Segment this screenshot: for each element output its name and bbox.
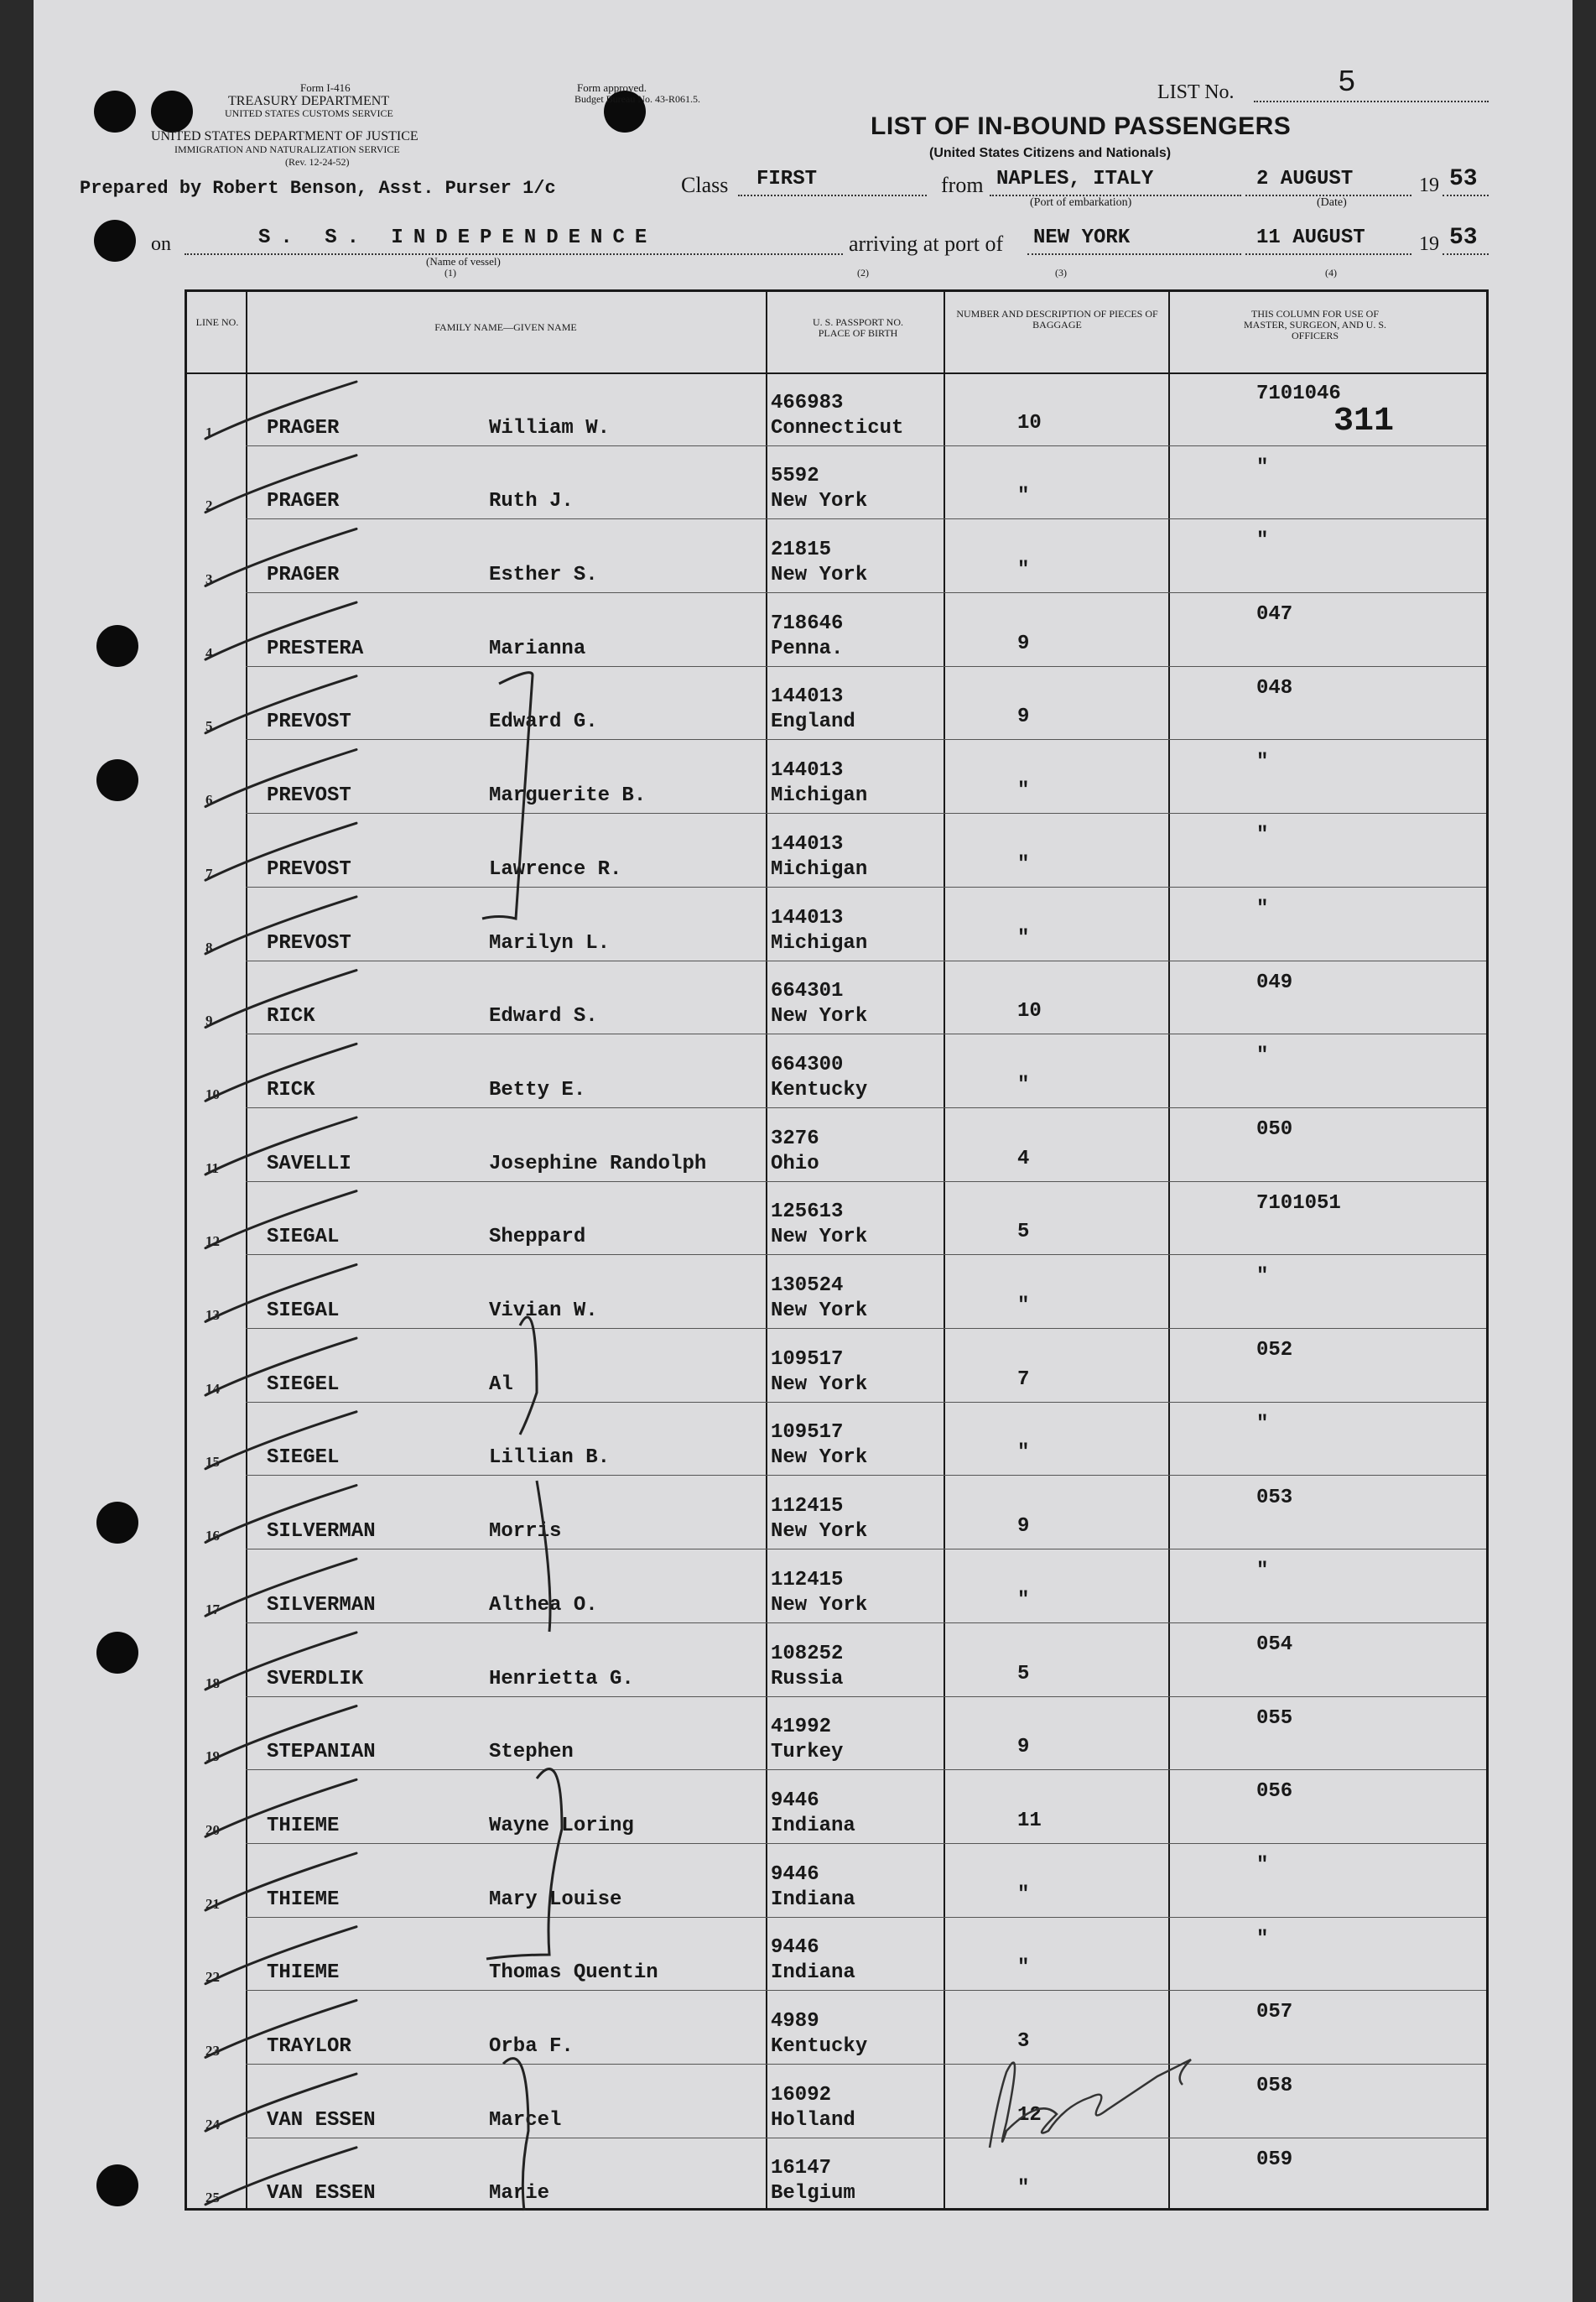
family-name: PRAGER	[267, 490, 340, 513]
family-name: PRAGER	[267, 416, 340, 440]
baggage-count: "	[1017, 852, 1030, 876]
form-number: Form I-416	[300, 81, 351, 94]
class-value: FIRST	[756, 168, 818, 190]
table-row	[187, 1182, 1486, 1256]
table-row	[187, 1403, 1486, 1477]
place-of-birth: New York	[771, 490, 868, 513]
departure-date: 2 AUGUST	[1256, 168, 1354, 190]
baggage-count: "	[1017, 1956, 1030, 1980]
punch-hole	[96, 2164, 138, 2206]
punch-hole	[94, 91, 136, 133]
line-number: 9	[205, 1013, 213, 1029]
given-name: Marcel	[489, 2108, 562, 2132]
passport-number: 4989	[771, 2010, 819, 2034]
place-of-birth: New York	[771, 1226, 868, 1249]
officer-number: 7101046	[1256, 383, 1341, 405]
officer-number: 059	[1256, 2148, 1293, 2171]
place-of-birth: New York	[771, 1520, 868, 1544]
officer-number: "	[1256, 1854, 1269, 1877]
baggage-count: "	[1017, 1441, 1030, 1465]
port-embarkation-caption: (Port of embarkation)	[1030, 196, 1132, 209]
table-row	[187, 1623, 1486, 1697]
budget-bureau: Budget Bureau No. 43-R061.5.	[574, 93, 700, 105]
given-name: Ruth J.	[489, 490, 574, 513]
baggage-count: "	[1017, 1294, 1030, 1318]
baggage-count: 9	[1017, 706, 1030, 729]
line-number: 16	[205, 1528, 220, 1544]
given-name: Marguerite B.	[489, 784, 647, 808]
officer-number: "	[1256, 1265, 1269, 1289]
family-name: THIEME	[267, 1961, 340, 1985]
family-name: SAVELLI	[267, 1152, 351, 1175]
officer-number: 052	[1256, 1339, 1293, 1362]
arrival-year-line	[1443, 253, 1489, 255]
passport-number: 144013	[771, 906, 844, 930]
col4-caption: (4)	[1325, 267, 1337, 279]
family-name: SILVERMAN	[267, 1520, 376, 1544]
given-name: Wayne Loring	[489, 1814, 634, 1837]
arrival-date: 11 AUGUST	[1256, 227, 1365, 249]
passport-number: 664301	[771, 980, 844, 1003]
place-of-birth: New York	[771, 1593, 868, 1617]
punch-hole	[96, 1632, 138, 1674]
table-row	[187, 1108, 1486, 1182]
table-row	[187, 519, 1486, 593]
given-name: Marie	[489, 2182, 550, 2206]
family-name: RICK	[267, 1078, 315, 1102]
line-number: 1	[205, 424, 213, 440]
table-row	[187, 1991, 1486, 2065]
col3-caption: (3)	[1055, 267, 1067, 279]
departure-year: 53	[1449, 166, 1478, 192]
family-name: PRESTERA	[267, 637, 364, 660]
vessel-caption: (Name of vessel)	[426, 255, 501, 268]
officer-number: 7101051	[1256, 1191, 1341, 1215]
passport-number: 16147	[771, 2157, 832, 2180]
class-label: Class	[681, 173, 729, 197]
given-name: Al	[489, 1372, 513, 1396]
table-row	[187, 888, 1486, 961]
place-of-birth: Turkey	[771, 1741, 844, 1764]
baggage-count: 9	[1017, 632, 1030, 655]
line-number: 18	[205, 1674, 220, 1691]
officer-number: "	[1256, 750, 1269, 773]
family-name: THIEME	[267, 1888, 340, 1911]
place-of-birth: New York	[771, 1299, 868, 1323]
given-name: Henrietta G.	[489, 1667, 634, 1690]
table-row	[187, 1477, 1486, 1550]
passport-number: 144013	[771, 759, 844, 783]
officer-number: 048	[1256, 676, 1293, 700]
page-subtitle: (United States Citizens and Nationals)	[929, 146, 1172, 160]
passport-number: 21815	[771, 539, 832, 562]
officer-number: "	[1256, 824, 1269, 847]
line-number: 8	[205, 939, 213, 956]
line-number: 19	[205, 1748, 220, 1765]
vessel-line	[185, 253, 843, 255]
place-of-birth: Russia	[771, 1667, 844, 1690]
line-number: 12	[205, 1233, 220, 1250]
treasury-dept: TREASURY DEPARTMENT	[228, 94, 390, 108]
given-name: Edward S.	[489, 1005, 598, 1029]
baggage-count: 5	[1017, 1662, 1030, 1685]
baggage-count: 10	[1017, 411, 1042, 435]
arrival-port-line	[1027, 253, 1241, 255]
line-number: 13	[205, 1307, 220, 1324]
arrival-port: NEW YORK	[1033, 227, 1131, 249]
table-row	[187, 446, 1486, 520]
passport-number: 16092	[771, 2083, 832, 2107]
revision-date: (Rev. 12-24-52)	[285, 156, 350, 168]
year-prefix: 19	[1419, 174, 1439, 196]
line-number: 25	[205, 2190, 220, 2206]
officer-number: 053	[1256, 1486, 1293, 1509]
family-name: SIEGEL	[267, 1372, 340, 1396]
line-number: 17	[205, 1601, 220, 1617]
table-row	[187, 1918, 1486, 1992]
line-number: 11	[205, 1159, 220, 1176]
line-number: 4	[205, 644, 213, 661]
officer-number: "	[1256, 1560, 1269, 1583]
given-name: Mary Louise	[489, 1888, 622, 1911]
table-row	[187, 1329, 1486, 1403]
passport-number: 108252	[771, 1642, 844, 1665]
document-page	[34, 0, 1573, 2302]
page-title: LIST OF IN-BOUND PASSENGERS	[871, 112, 1292, 140]
immigration-service: IMMIGRATION AND NATURALIZATION SERVICE	[174, 143, 400, 155]
family-name: VAN ESSEN	[267, 2108, 376, 2132]
form-approved: Form approved.	[577, 81, 647, 94]
officer-number: 047	[1256, 603, 1293, 627]
baggage-count: 9	[1017, 1515, 1030, 1539]
justice-dept: UNITED STATES DEPARTMENT OF JUSTICE	[151, 129, 418, 143]
family-name: SIEGAL	[267, 1226, 340, 1249]
passport-number: 130524	[771, 1274, 844, 1298]
place-of-birth: New York	[771, 1005, 868, 1029]
passport-number: 112415	[771, 1568, 844, 1591]
officer-number: "	[1256, 456, 1269, 479]
family-name: RICK	[267, 1005, 315, 1029]
table-row	[187, 1844, 1486, 1918]
place-of-birth: Holland	[771, 2108, 855, 2132]
punch-hole	[94, 220, 136, 262]
passport-number: 9446	[771, 1862, 819, 1886]
line-number: 7	[205, 865, 213, 882]
baggage-count: "	[1017, 1883, 1030, 1906]
given-name: Thomas Quentin	[489, 1961, 658, 1985]
given-name: Edward G.	[489, 711, 598, 734]
baggage-count: "	[1017, 926, 1030, 950]
place-of-birth: Connecticut	[771, 416, 904, 440]
baggage-count: 3	[1017, 2030, 1030, 2054]
family-name: STEPANIAN	[267, 1741, 376, 1764]
line-number: 24	[205, 2116, 220, 2133]
officer-number: "	[1256, 1412, 1269, 1435]
passport-number: 144013	[771, 832, 844, 856]
family-name: TRAYLOR	[267, 2035, 351, 2059]
table-row	[187, 593, 1486, 667]
line-number: 21	[205, 1895, 220, 1912]
table-row	[187, 1255, 1486, 1329]
table-row	[187, 2065, 1486, 2138]
given-name: Lillian B.	[489, 1446, 611, 1470]
given-name: William W.	[489, 416, 611, 440]
line-number: 5	[205, 718, 213, 735]
given-name: Marilyn L.	[489, 931, 611, 955]
embarkation-port: NAPLES, ITALY	[996, 168, 1154, 190]
place-of-birth: Belgium	[771, 2182, 855, 2206]
list-label: LIST No.	[1157, 81, 1235, 103]
line-number: 20	[205, 1821, 220, 1838]
passport-number: 5592	[771, 465, 819, 488]
table-row	[187, 1770, 1486, 1844]
place-of-birth: New York	[771, 1372, 868, 1396]
from-label: from	[941, 173, 984, 197]
line-number: 22	[205, 1969, 220, 1986]
family-name: PRAGER	[267, 564, 340, 587]
officer-number: 049	[1256, 971, 1293, 994]
family-name: PREVOST	[267, 931, 351, 955]
col1-caption: (1)	[444, 267, 456, 279]
place-of-birth: Michigan	[771, 931, 868, 955]
given-name: Josephine Randolph	[489, 1152, 707, 1175]
customs-service: UNITED STATES CUSTOMS SERVICE	[225, 107, 393, 119]
list-number-line	[1254, 101, 1489, 102]
table-row	[187, 372, 1486, 446]
family-name: VAN ESSEN	[267, 2182, 376, 2206]
place-of-birth: Michigan	[771, 857, 868, 881]
passport-number: 9446	[771, 1936, 819, 1960]
passport-number: 125613	[771, 1200, 844, 1224]
given-name: Betty E.	[489, 1078, 586, 1102]
baggage-count: 5	[1017, 1221, 1030, 1244]
baggage-count: "	[1017, 1588, 1030, 1612]
header-baggage: NUMBER AND DESCRIPTION OF PIECES OF BAGGAGE	[956, 308, 1158, 331]
punch-hole	[96, 759, 138, 801]
family-name: PREVOST	[267, 711, 351, 734]
place-of-birth: Kentucky	[771, 2035, 868, 2059]
punch-hole	[96, 625, 138, 667]
officer-number: 057	[1256, 2001, 1293, 2024]
passport-number: 109517	[771, 1421, 844, 1445]
class-line	[738, 195, 927, 196]
table-row	[187, 667, 1486, 741]
place-of-birth: Ohio	[771, 1152, 819, 1175]
family-name: SVERDLIK	[267, 1667, 364, 1690]
baggage-count: 10	[1017, 1000, 1042, 1023]
place-of-birth: England	[771, 711, 855, 734]
place-of-birth: Penna.	[771, 637, 844, 660]
line-number: 3	[205, 571, 213, 588]
officer-number: 050	[1256, 1118, 1293, 1141]
table-row	[187, 961, 1486, 1035]
given-name: Althea O.	[489, 1593, 598, 1617]
passenger-table	[185, 289, 1489, 2211]
arrival-year-prefix: 19	[1419, 233, 1439, 255]
on-label: on	[151, 233, 171, 255]
place-of-birth: Michigan	[771, 784, 868, 808]
given-name: Lawrence R.	[489, 857, 622, 881]
baggage-count: 12	[1017, 2103, 1042, 2127]
line-number: 14	[205, 1380, 220, 1397]
baggage-count: "	[1017, 2177, 1030, 2200]
arrival-year: 53	[1449, 225, 1478, 251]
baggage-count: "	[1017, 559, 1030, 582]
year-line	[1443, 195, 1489, 196]
table-row	[187, 741, 1486, 815]
line-number: 15	[205, 1454, 220, 1471]
family-name: SIEGEL	[267, 1446, 340, 1470]
table-row	[187, 1549, 1486, 1623]
passport-number: 664300	[771, 1053, 844, 1076]
baggage-count: "	[1017, 485, 1030, 508]
table-row	[187, 2138, 1486, 2212]
officer-number: 056	[1256, 1780, 1293, 1804]
line-number: 2	[205, 497, 213, 514]
officer-number: 055	[1256, 1706, 1293, 1730]
passport-number: 3276	[771, 1127, 819, 1150]
baggage-count: 4	[1017, 1147, 1030, 1170]
family-name: THIEME	[267, 1814, 340, 1837]
officer-number: 058	[1256, 2075, 1293, 2098]
line-number: 10	[205, 1086, 220, 1102]
family-name: PREVOST	[267, 784, 351, 808]
family-name: SIEGAL	[267, 1299, 340, 1323]
passport-number: 41992	[771, 1716, 832, 1739]
passport-number: 112415	[771, 1495, 844, 1518]
place-of-birth: Indiana	[771, 1888, 855, 1911]
officer-number: 054	[1256, 1633, 1293, 1656]
table-row	[187, 1034, 1486, 1108]
family-name: SILVERMAN	[267, 1593, 376, 1617]
given-name: Orba F.	[489, 2035, 574, 2059]
baggage-count: 9	[1017, 1736, 1030, 1759]
officer-number: "	[1256, 897, 1269, 920]
given-name: Marianna	[489, 637, 586, 660]
baggage-count: "	[1017, 779, 1030, 803]
date-caption: (Date)	[1317, 196, 1347, 209]
vessel-name: S. S. INDEPENDENCE	[258, 227, 658, 249]
given-name: Stephen	[489, 1741, 574, 1764]
place-of-birth: Kentucky	[771, 1078, 868, 1102]
baggage-count: 11	[1017, 1809, 1042, 1832]
punch-hole	[96, 1502, 138, 1544]
col2-caption: (2)	[857, 267, 869, 279]
passport-number: 144013	[771, 685, 844, 709]
table-row	[187, 814, 1486, 888]
place-of-birth: Indiana	[771, 1814, 855, 1837]
header-name: FAMILY NAME—GIVEN NAME	[434, 321, 577, 333]
place-of-birth: New York	[771, 564, 868, 587]
row1-stamp: 311	[1333, 403, 1395, 440]
punch-hole	[151, 91, 193, 133]
passport-number: 466983	[771, 391, 844, 414]
header-passport: U. S. PASSPORT NO. PLACE OF BIRTH	[813, 316, 903, 339]
officer-number: "	[1256, 1927, 1269, 1950]
baggage-count: 7	[1017, 1367, 1030, 1391]
officer-number: "	[1256, 529, 1269, 553]
given-name: Esther S.	[489, 564, 598, 587]
given-name: Morris	[489, 1520, 562, 1544]
arriving-label: arriving at port of	[849, 232, 1004, 256]
arrival-date-line	[1245, 253, 1411, 255]
officer-number: "	[1256, 1044, 1269, 1068]
passport-number: 718646	[771, 612, 844, 635]
line-number: 23	[205, 2043, 220, 2060]
header-line-no: LINE NO.	[195, 316, 239, 328]
family-name: PREVOST	[267, 857, 351, 881]
passport-number: 9446	[771, 1789, 819, 1812]
given-name: Vivian W.	[489, 1299, 598, 1323]
place-of-birth: Indiana	[771, 1961, 855, 1985]
header-officers: THIS COLUMN FOR USE OF MASTER, SURGEON, AND U. S. OFFICERS	[1243, 308, 1387, 341]
list-number: 5	[1338, 65, 1356, 100]
baggage-count: "	[1017, 1073, 1030, 1096]
passport-number: 109517	[771, 1347, 844, 1371]
given-name: Sheppard	[489, 1226, 586, 1249]
prepared-by: Prepared by Robert Benson, Asst. Purser 1/c	[80, 178, 556, 199]
place-of-birth: New York	[771, 1446, 868, 1470]
line-number: 6	[205, 792, 213, 809]
table-row	[187, 1697, 1486, 1771]
